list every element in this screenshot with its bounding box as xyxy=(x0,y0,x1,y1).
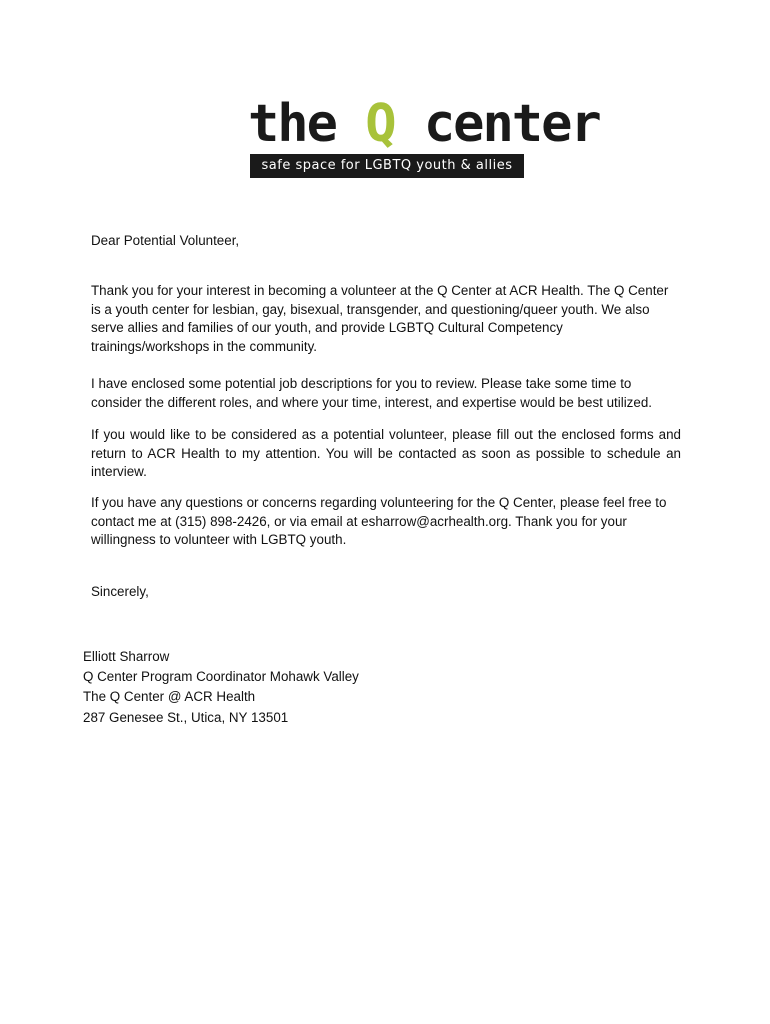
letter-closing: Sincerely, xyxy=(91,584,149,599)
signature-organization: The Q Center @ ACR Health xyxy=(83,689,256,705)
signature-address: 287 Genesee St., Utica, NY 13501 xyxy=(83,709,289,725)
letter-paragraph-application: If you would like to be considered as a potential volunteer, please fill out the enclosed forms and return to ACR Health to my attention. You will be contacted as soon as possible to schedule an interview. xyxy=(91,427,681,480)
signature-title: Q Center Program Coordinator Mohawk Valley xyxy=(83,669,359,685)
signature-name: Elliott Sharrow xyxy=(83,649,170,664)
logo-title xyxy=(248,94,600,154)
logo-title-center: center xyxy=(394,94,600,154)
logo-tagline: safe space for LGBTQ youth & allies xyxy=(250,154,524,178)
signature-block xyxy=(83,647,359,728)
letter-paragraph-contact: If you have any questions or concerns regarding volunteering for the Q Center, please feel free to contact me at (315) 898-2426, or via email at esharrow@acrhealth.org. Thank you for your willingness to volunteer with LGBTQ youth. xyxy=(91,495,667,548)
q-center-logo xyxy=(248,94,600,182)
letter-paragraph-intro: Thank you for your interest in becoming a volunteer at the Q Center at ACR Health. The Q Center is a youth center for lesbian, gay, bisexual, transgender, and questioning/queer youth. We also serve allies and families of our youth, and provide LGBTQ Cultural Competency trainings/workshops in the community. xyxy=(91,283,669,354)
logo-title-the: the xyxy=(248,94,366,154)
logo-title-q: Q xyxy=(365,94,395,154)
letter-paragraph-job-descriptions: I have enclosed some potential job descriptions for you to review. Please take some time to consider the different roles, and where your time, interest, and expertise would be best utilized. xyxy=(91,376,652,410)
letter-greeting: Dear Potential Volunteer, xyxy=(91,233,240,248)
